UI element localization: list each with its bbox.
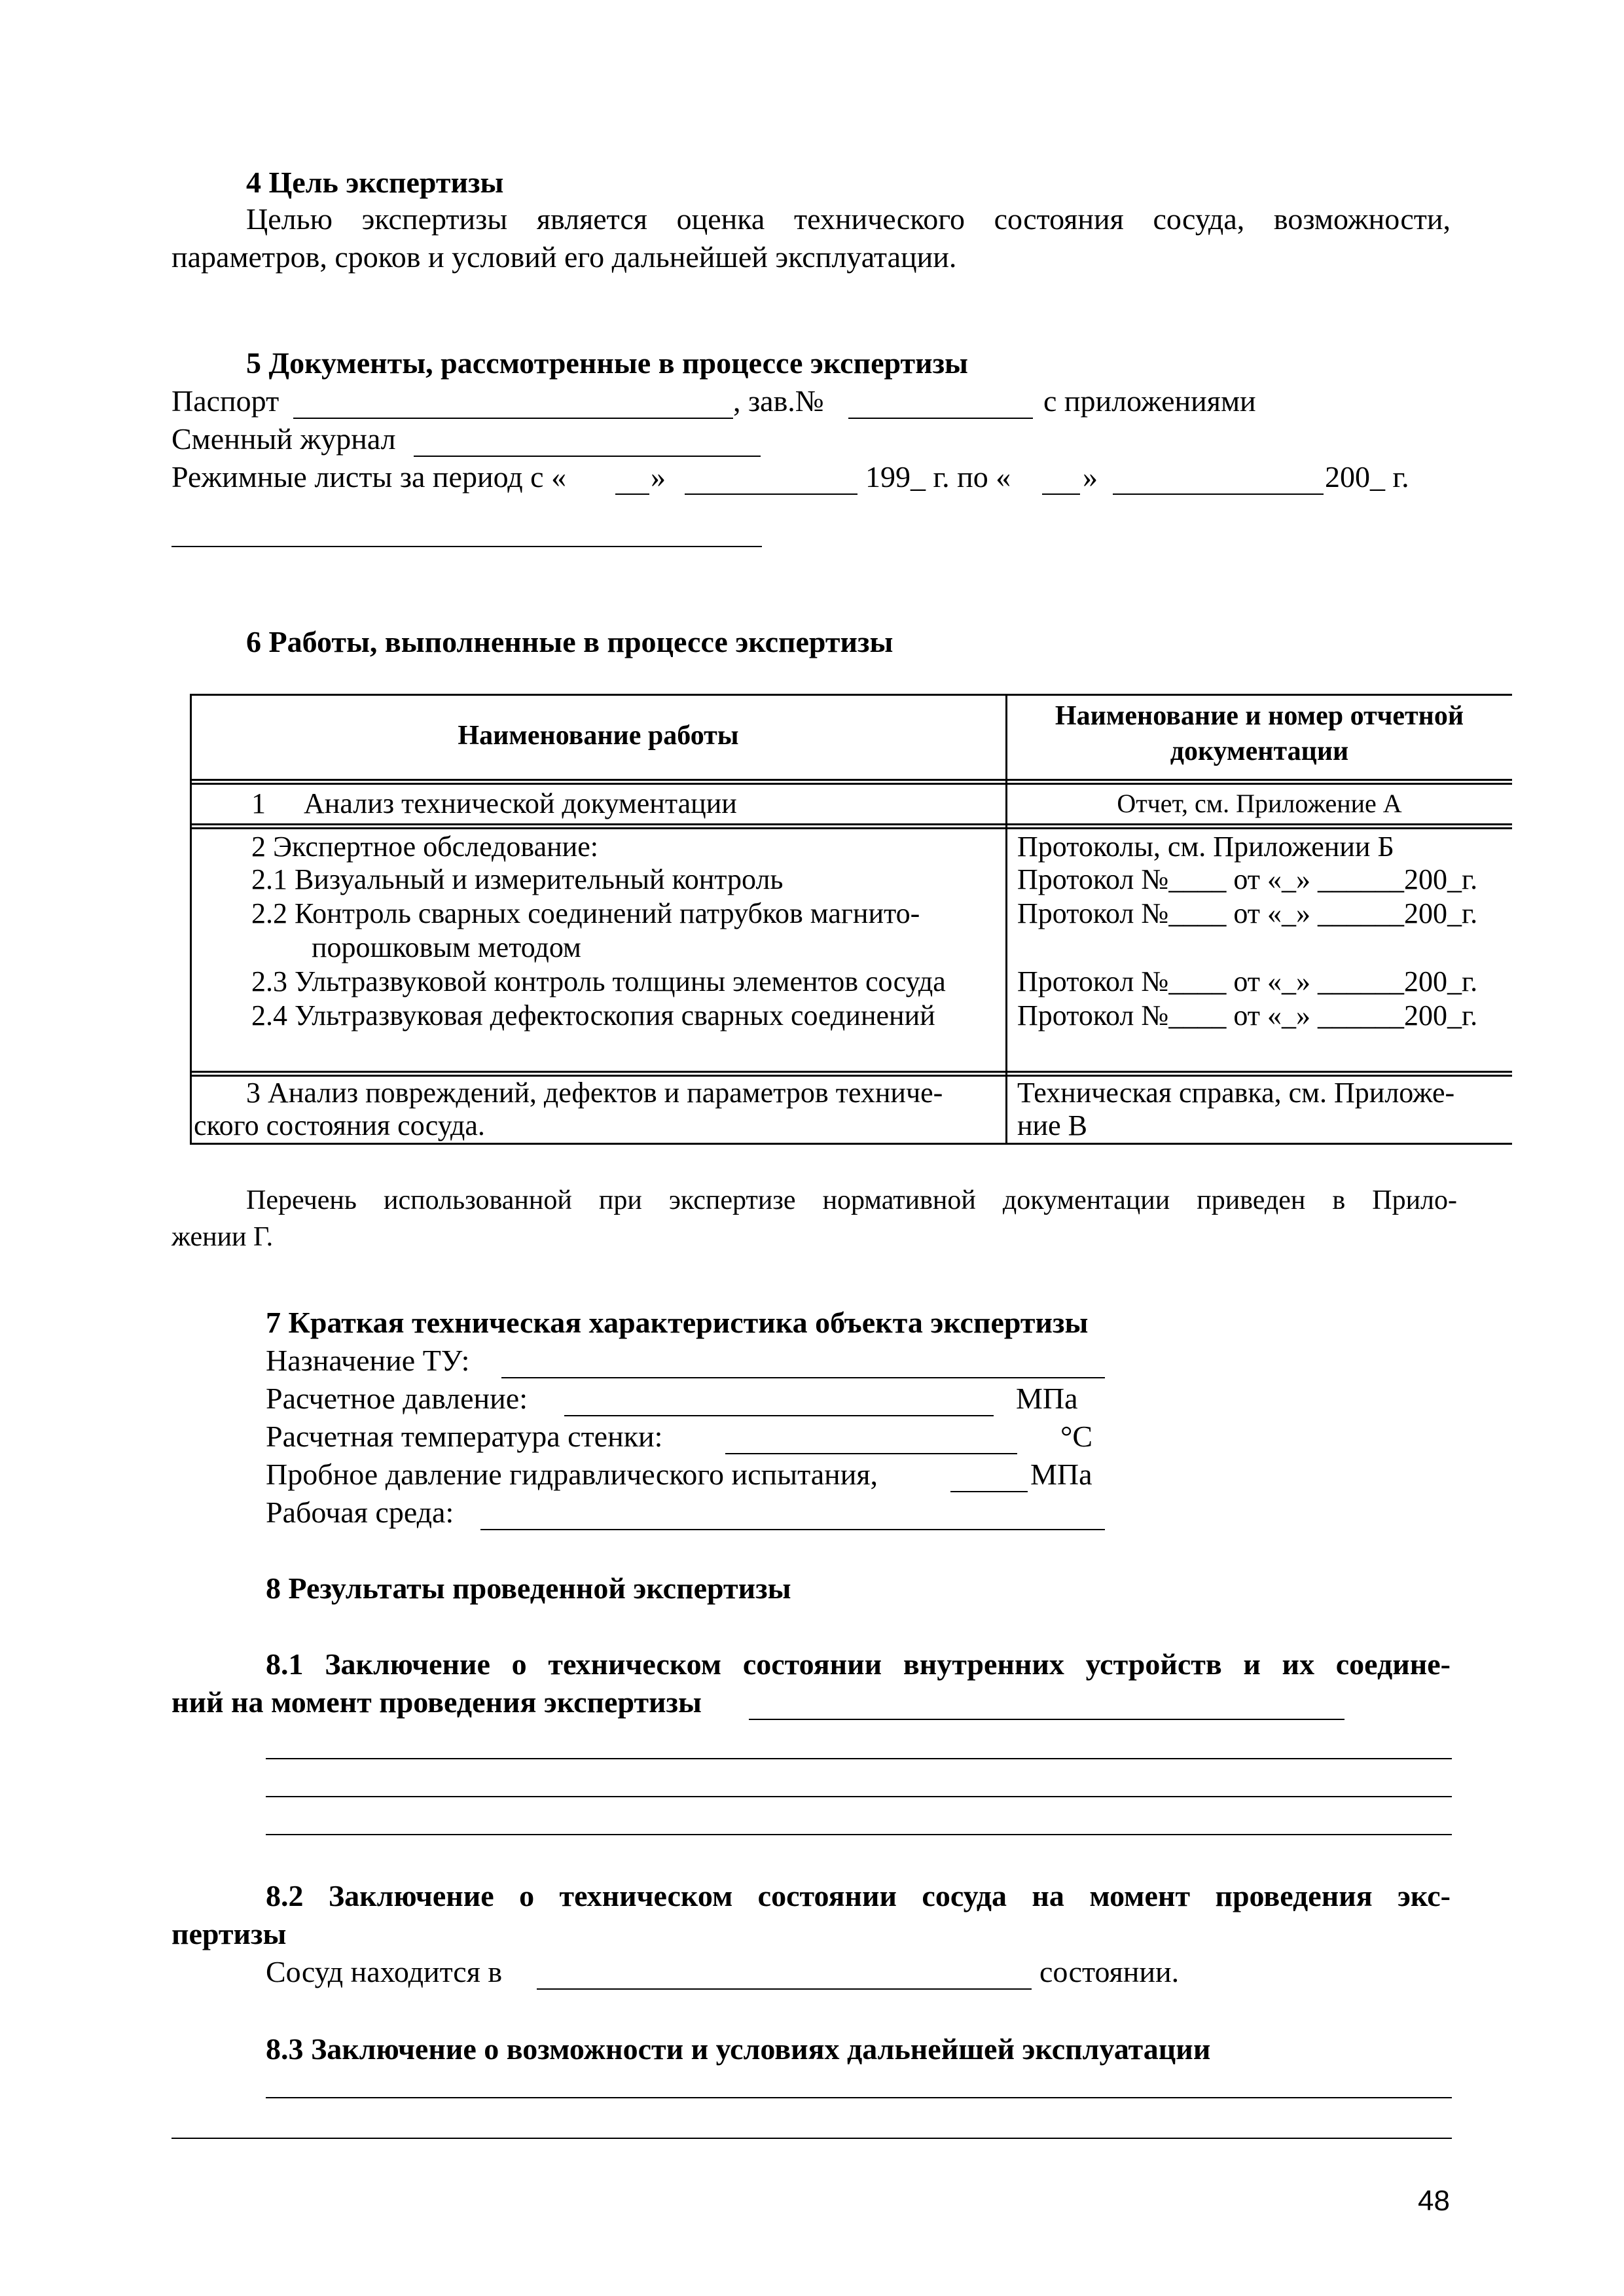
- test-pressure-field[interactable]: [950, 1491, 1028, 1492]
- section-4-text-line1: Целью экспертизы является оценка технического состояния сосуда, возможности,: [246, 202, 1451, 236]
- row2-doc-protocol-3: Протокол №____ от «_» ______200_г.: [1017, 965, 1478, 997]
- temperature-label: Расчетная температура стенки:: [266, 1420, 663, 1453]
- vessel-state-suffix: состоянии.: [1039, 1955, 1180, 1988]
- row3-work-line1: 3 Анализ повреждений, дефектов и параметров техниче-: [246, 1077, 943, 1109]
- row1-doc: Отчет, см. Приложение А: [1117, 789, 1402, 818]
- pressure-label: Расчетное давление:: [266, 1382, 528, 1415]
- regime-year-from: 199_ г. по «: [865, 460, 1011, 493]
- internal-devices-line-3[interactable]: [266, 1796, 1452, 1797]
- regime-label: Режимные листы за период с «: [171, 460, 567, 493]
- regime-day-from-field[interactable]: [615, 493, 649, 495]
- row2-work-line3a: 2.2 Контроль сварных соединений патрубков магнито-: [251, 897, 920, 929]
- section-8-3-title: 8.3 Заключение о возможности и условиях дальнейшей эксплуатации: [266, 2032, 1211, 2066]
- row1-num: 1: [251, 787, 266, 819]
- vessel-state-label: Сосуд находится в: [266, 1955, 503, 1988]
- section-4-title: 4 Цель экспертизы: [246, 166, 504, 199]
- regime-month-from-field[interactable]: [685, 493, 857, 495]
- medium-label: Рабочая среда:: [266, 1496, 454, 1529]
- pressure-unit: МПа: [1016, 1382, 1078, 1415]
- internal-devices-line-4[interactable]: [266, 1834, 1452, 1835]
- journal-label: Сменный журнал: [171, 422, 396, 456]
- zav-number-label: , зав.№: [733, 384, 824, 418]
- test-pressure-unit: МПа: [1030, 1458, 1092, 1491]
- attachments-label: с приложениями: [1043, 384, 1256, 418]
- section-4-text-line2: параметров, сроков и условий его дальнейшей эксплуатации.: [171, 240, 957, 274]
- row3-doc-line1: Техническая справка, см. Приложе-: [1017, 1077, 1455, 1109]
- row2-doc-protocol-1: Протокол №____ от «_» ______200_г.: [1017, 863, 1478, 895]
- regime-quote-close-2: »: [1083, 460, 1098, 493]
- regime-month-to-field[interactable]: [1113, 493, 1324, 495]
- row1-work: Анализ технической документации: [304, 787, 737, 819]
- section-8-2-line1: 8.2 Заключение о техническом состоянии сосуда на момент проведения экс-: [266, 1879, 1451, 1912]
- row2-work-line5: 2.4 Ультразвуковая дефектоскопия сварных соединений: [251, 999, 935, 1031]
- table-header-work: Наименование работы: [458, 721, 739, 751]
- section-8-1-line1: 8.1 Заключение о техническом состоянии внутренних устройств и их соедине-: [266, 1647, 1451, 1681]
- passport-label: Паспорт: [171, 384, 280, 418]
- section-5-title: 5 Документы, рассмотренные в процессе экспертизы: [246, 346, 968, 380]
- journal-field[interactable]: [414, 456, 761, 457]
- purpose-field[interactable]: [501, 1377, 1105, 1378]
- table-header-doc-line2: документации: [1170, 736, 1349, 766]
- section-8-2-line2: пертизы: [171, 1917, 287, 1950]
- page-number: 48: [1418, 2185, 1450, 2217]
- section-8-title: 8 Результаты проведенной экспертизы: [266, 1571, 791, 1605]
- temperature-unit: °С: [1060, 1420, 1093, 1453]
- row3-doc-line2: ние В: [1017, 1109, 1087, 1141]
- section-6-title: 6 Работы, выполненные в процессе экспертизы: [246, 625, 893, 658]
- documents-extra-field[interactable]: [171, 546, 762, 547]
- row2-doc-line1: Протоколы, см. Приложении Б: [1017, 831, 1394, 863]
- internal-devices-line-2[interactable]: [266, 1758, 1452, 1759]
- pressure-field[interactable]: [564, 1415, 994, 1416]
- regime-year-to: 200_ г.: [1325, 460, 1409, 493]
- purpose-label: Назначение ТУ:: [266, 1344, 470, 1377]
- vessel-state-field[interactable]: [537, 1988, 1032, 1990]
- row2-work-line1: 2 Экспертное обследование:: [251, 831, 598, 863]
- row2-work-line4: 2.3 Ультразвуковой контроль толщины элементов сосуда: [251, 965, 946, 997]
- row2-work-line3b: порошковым методом: [312, 931, 581, 963]
- zav-number-field[interactable]: [848, 418, 1033, 419]
- row2-doc-protocol-4: Протокол №____ от «_» ______200_г.: [1017, 999, 1478, 1031]
- further-operation-line-2[interactable]: [171, 2138, 1452, 2139]
- row2-doc-protocol-2: Протокол №____ от «_» ______200_г.: [1017, 897, 1478, 929]
- medium-field[interactable]: [480, 1529, 1105, 1530]
- test-pressure-label: Пробное давление гидравлического испытания,: [266, 1458, 878, 1491]
- passport-field[interactable]: [293, 418, 733, 419]
- table-header-doc-line1: Наименование и номер отчетной: [1055, 701, 1464, 731]
- further-operation-line-1[interactable]: [266, 2097, 1452, 2098]
- row3-work-line2: ского состояния сосуда.: [194, 1109, 485, 1141]
- normative-note-line1: Перечень использованной при экспертизе нормативной документации приведен в Прило-: [246, 1185, 1457, 1215]
- regime-quote-close: »: [651, 460, 666, 493]
- regime-day-to-field[interactable]: [1042, 493, 1080, 495]
- temperature-field[interactable]: [725, 1453, 1017, 1454]
- internal-devices-field[interactable]: [749, 1719, 1344, 1720]
- section-7-title: 7 Краткая техническая характеристика объекта экспертизы: [266, 1306, 1089, 1339]
- normative-note-line2: жении Г.: [171, 1222, 274, 1252]
- row2-work-line2: 2.1 Визуальный и измерительный контроль: [251, 863, 784, 895]
- section-8-1-line2: ний на момент проведения экспертизы: [171, 1685, 702, 1719]
